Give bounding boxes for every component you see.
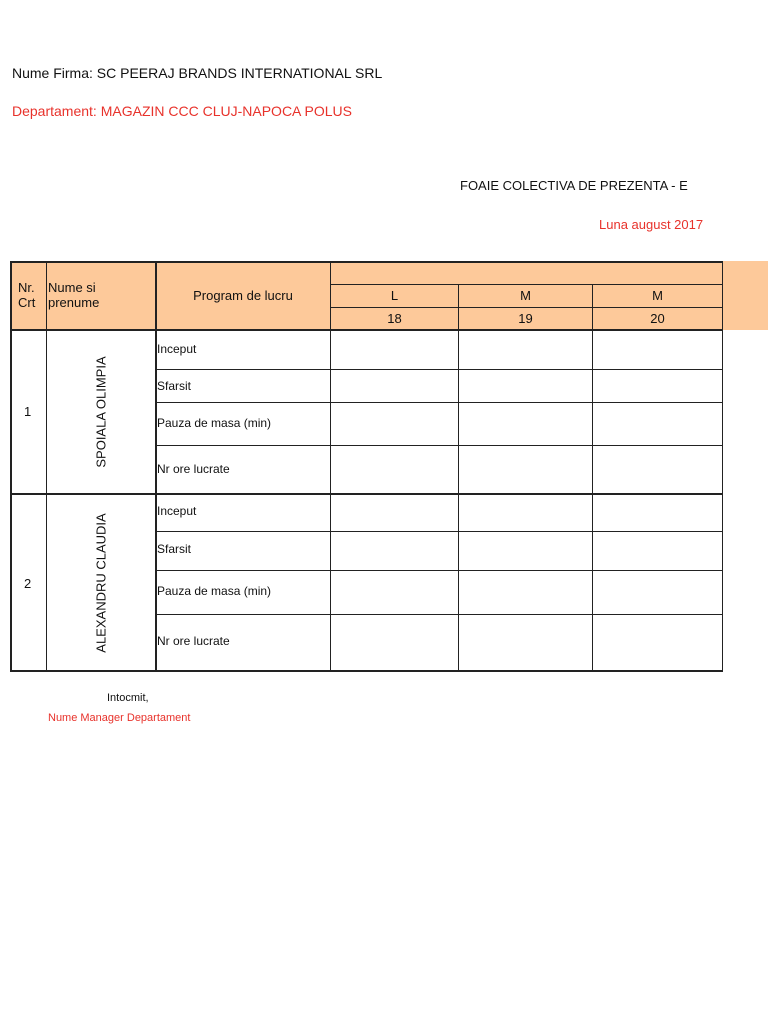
manager-name: Nume Manager Departament xyxy=(48,712,191,724)
cell-input[interactable] xyxy=(459,331,592,369)
row-label-start: Inceput xyxy=(157,342,197,356)
day-letter-2: M xyxy=(520,288,531,303)
department-name: Departament: MAGAZIN CCC CLUJ-NAPOCA POLUS xyxy=(12,103,352,119)
col-nr-header: Nr. Crt xyxy=(18,280,36,310)
row-label-break: Pauza de masa (min) xyxy=(157,416,272,430)
row-label-break: Pauza de masa (min) xyxy=(157,584,272,598)
day-letter-1: L xyxy=(390,288,399,303)
col-program-header: Program de lucru xyxy=(193,288,293,303)
prepared-by-label: Intocmit, xyxy=(107,692,149,704)
month-label: Luna august 2017 xyxy=(599,217,704,232)
row-label-end: Sfarsit xyxy=(157,379,192,393)
employee-nr-1: 1 xyxy=(24,404,32,419)
company-name: Nume Firma: SC PEERAJ BRANDS INTERNATIONAL SRL xyxy=(12,65,383,81)
row-label-hours: Nr ore lucrate xyxy=(157,462,230,476)
day-letter-3: M xyxy=(652,288,663,303)
document-title: FOAIE COLECTIVA DE PREZENTA - E xyxy=(460,178,688,193)
cell-input[interactable] xyxy=(593,331,722,369)
day-date-2: 19 xyxy=(518,311,533,326)
col-name-header: Nume si prenume xyxy=(48,280,100,310)
row-label-end: Sfarsit xyxy=(157,542,192,556)
row-label-hours: Nr ore lucrate xyxy=(157,634,230,648)
employee-nr-2: 2 xyxy=(24,576,32,591)
employee-name-2: ALEXANDRU CLAUDIA xyxy=(93,513,109,653)
day-date-1: 18 xyxy=(387,311,402,326)
row-label-start: Inceput xyxy=(157,504,197,518)
cell-input[interactable] xyxy=(331,331,458,369)
employee-name-1: SPOIALA OLIMPIA xyxy=(93,356,109,468)
day-date-3: 20 xyxy=(650,311,665,326)
